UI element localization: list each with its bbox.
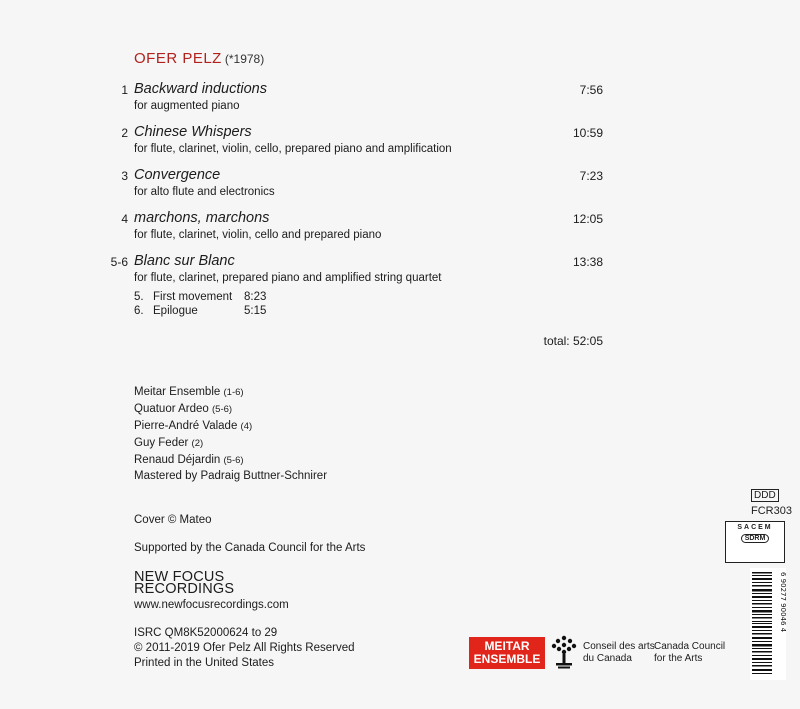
cc-fr-line2: du Canada (583, 653, 632, 664)
composer-name: OFER PELZ (134, 50, 222, 67)
barcode-number: 6 90277 90046 4 (779, 572, 787, 633)
movement-number: 5. (134, 291, 144, 303)
barcode-icon (750, 568, 786, 680)
performer-tracks: (2) (191, 438, 204, 449)
mastering-credit: Mastered by Padraig Buttner-Schnirer (134, 470, 328, 482)
performer-item (134, 452, 252, 469)
label-logo-line2: RECORDINGS (134, 581, 235, 597)
track-title: Blanc sur Blanc (134, 253, 235, 269)
total-duration: total: 52:05 (543, 334, 603, 348)
track-instrumentation: for flute, clarinet, violin, cello, prepared piano and amplification (134, 143, 452, 155)
track-instrumentation: for alto flute and electronics (134, 186, 275, 198)
performer-name: Quatuor Ardeo (134, 403, 209, 415)
movement-name: Epilogue (153, 305, 198, 317)
track-title: Convergence (134, 167, 221, 183)
track-title: marchons, marchons (134, 210, 270, 226)
performer-name: Meitar Ensemble (134, 386, 221, 398)
performer-tracks: (5-6) (223, 455, 244, 466)
printed-notice: Printed in the United States (134, 657, 274, 669)
performer-tracks: (1-6) (223, 387, 244, 398)
track-duration: 12:05 (572, 212, 603, 226)
performer-item (134, 401, 252, 418)
track-number: 3 (121, 169, 128, 183)
ddd-badge: DDD (751, 489, 779, 502)
sacem-sdrm-logo (725, 521, 785, 563)
track-duration: 13:38 (572, 255, 603, 269)
label-logo-line1: NEW FOCUS (134, 569, 225, 585)
sacem-text: SACEM (737, 524, 773, 531)
performer-item (134, 384, 252, 401)
canada-council-emblem-icon (548, 634, 580, 670)
label-logo (134, 571, 234, 595)
track-title: Backward inductions (134, 81, 267, 97)
movement-number: 6. (134, 305, 144, 317)
movement-name: First movement (153, 291, 233, 303)
performer-item (134, 418, 252, 435)
track-number: 5-6 (110, 255, 128, 269)
performer-tracks: (4) (240, 421, 253, 432)
performer-list (134, 384, 252, 469)
meitar-ensemble-logo (469, 637, 545, 669)
track-instrumentation: for flute, clarinet, violin, cello and prepared piano (134, 229, 382, 241)
track-number: 4 (121, 212, 128, 226)
performer-item (134, 435, 252, 452)
track-title: Chinese Whispers (134, 124, 252, 140)
composer-year: (*1978) (224, 52, 265, 66)
barcode (750, 568, 786, 680)
track-duration: 10:59 (572, 126, 603, 140)
isrc-code: ISRC QM8K52000624 to 29 (134, 627, 278, 639)
track-duration: 7:23 (579, 169, 603, 183)
track-instrumentation: for augmented piano (134, 100, 240, 112)
performer-tracks: (5-6) (212, 404, 233, 415)
copyright-notice: © 2011-2019 Ofer Pelz All Rights Reserved (134, 642, 355, 654)
movement-duration: 8:23 (244, 291, 267, 303)
cover-credit: Cover © Mateo (134, 514, 212, 526)
support-credit: Supported by the Canada Council for the Arts (134, 542, 366, 554)
track-number: 1 (121, 83, 128, 97)
cc-fr-line1: Conseil des arts (583, 641, 655, 652)
catalog-number: FCR303 (751, 505, 792, 517)
canada-council-english (654, 641, 725, 665)
track-number: 2 (121, 126, 128, 140)
canada-council-french (583, 641, 655, 665)
performer-name: Guy Feder (134, 437, 189, 449)
track-instrumentation: for flute, clarinet, prepared piano and amplified string quartet (134, 272, 442, 284)
meitar-logo-line2: ENSEMBLE (473, 652, 541, 666)
performer-name: Pierre-André Valade (134, 420, 238, 432)
cc-en-line2: for the Arts (654, 653, 703, 664)
meitar-logo-line1: MEITAR (484, 639, 530, 653)
performer-name: Renaud Déjardin (134, 454, 221, 466)
composer-header (134, 50, 264, 67)
track-duration: 7:56 (579, 83, 603, 97)
label-website: www.newfocusrecordings.com (134, 599, 289, 611)
movement-duration: 5:15 (244, 305, 267, 317)
sdrm-text: SDRM (741, 534, 770, 543)
cc-en-line1: Canada Council (654, 641, 726, 652)
